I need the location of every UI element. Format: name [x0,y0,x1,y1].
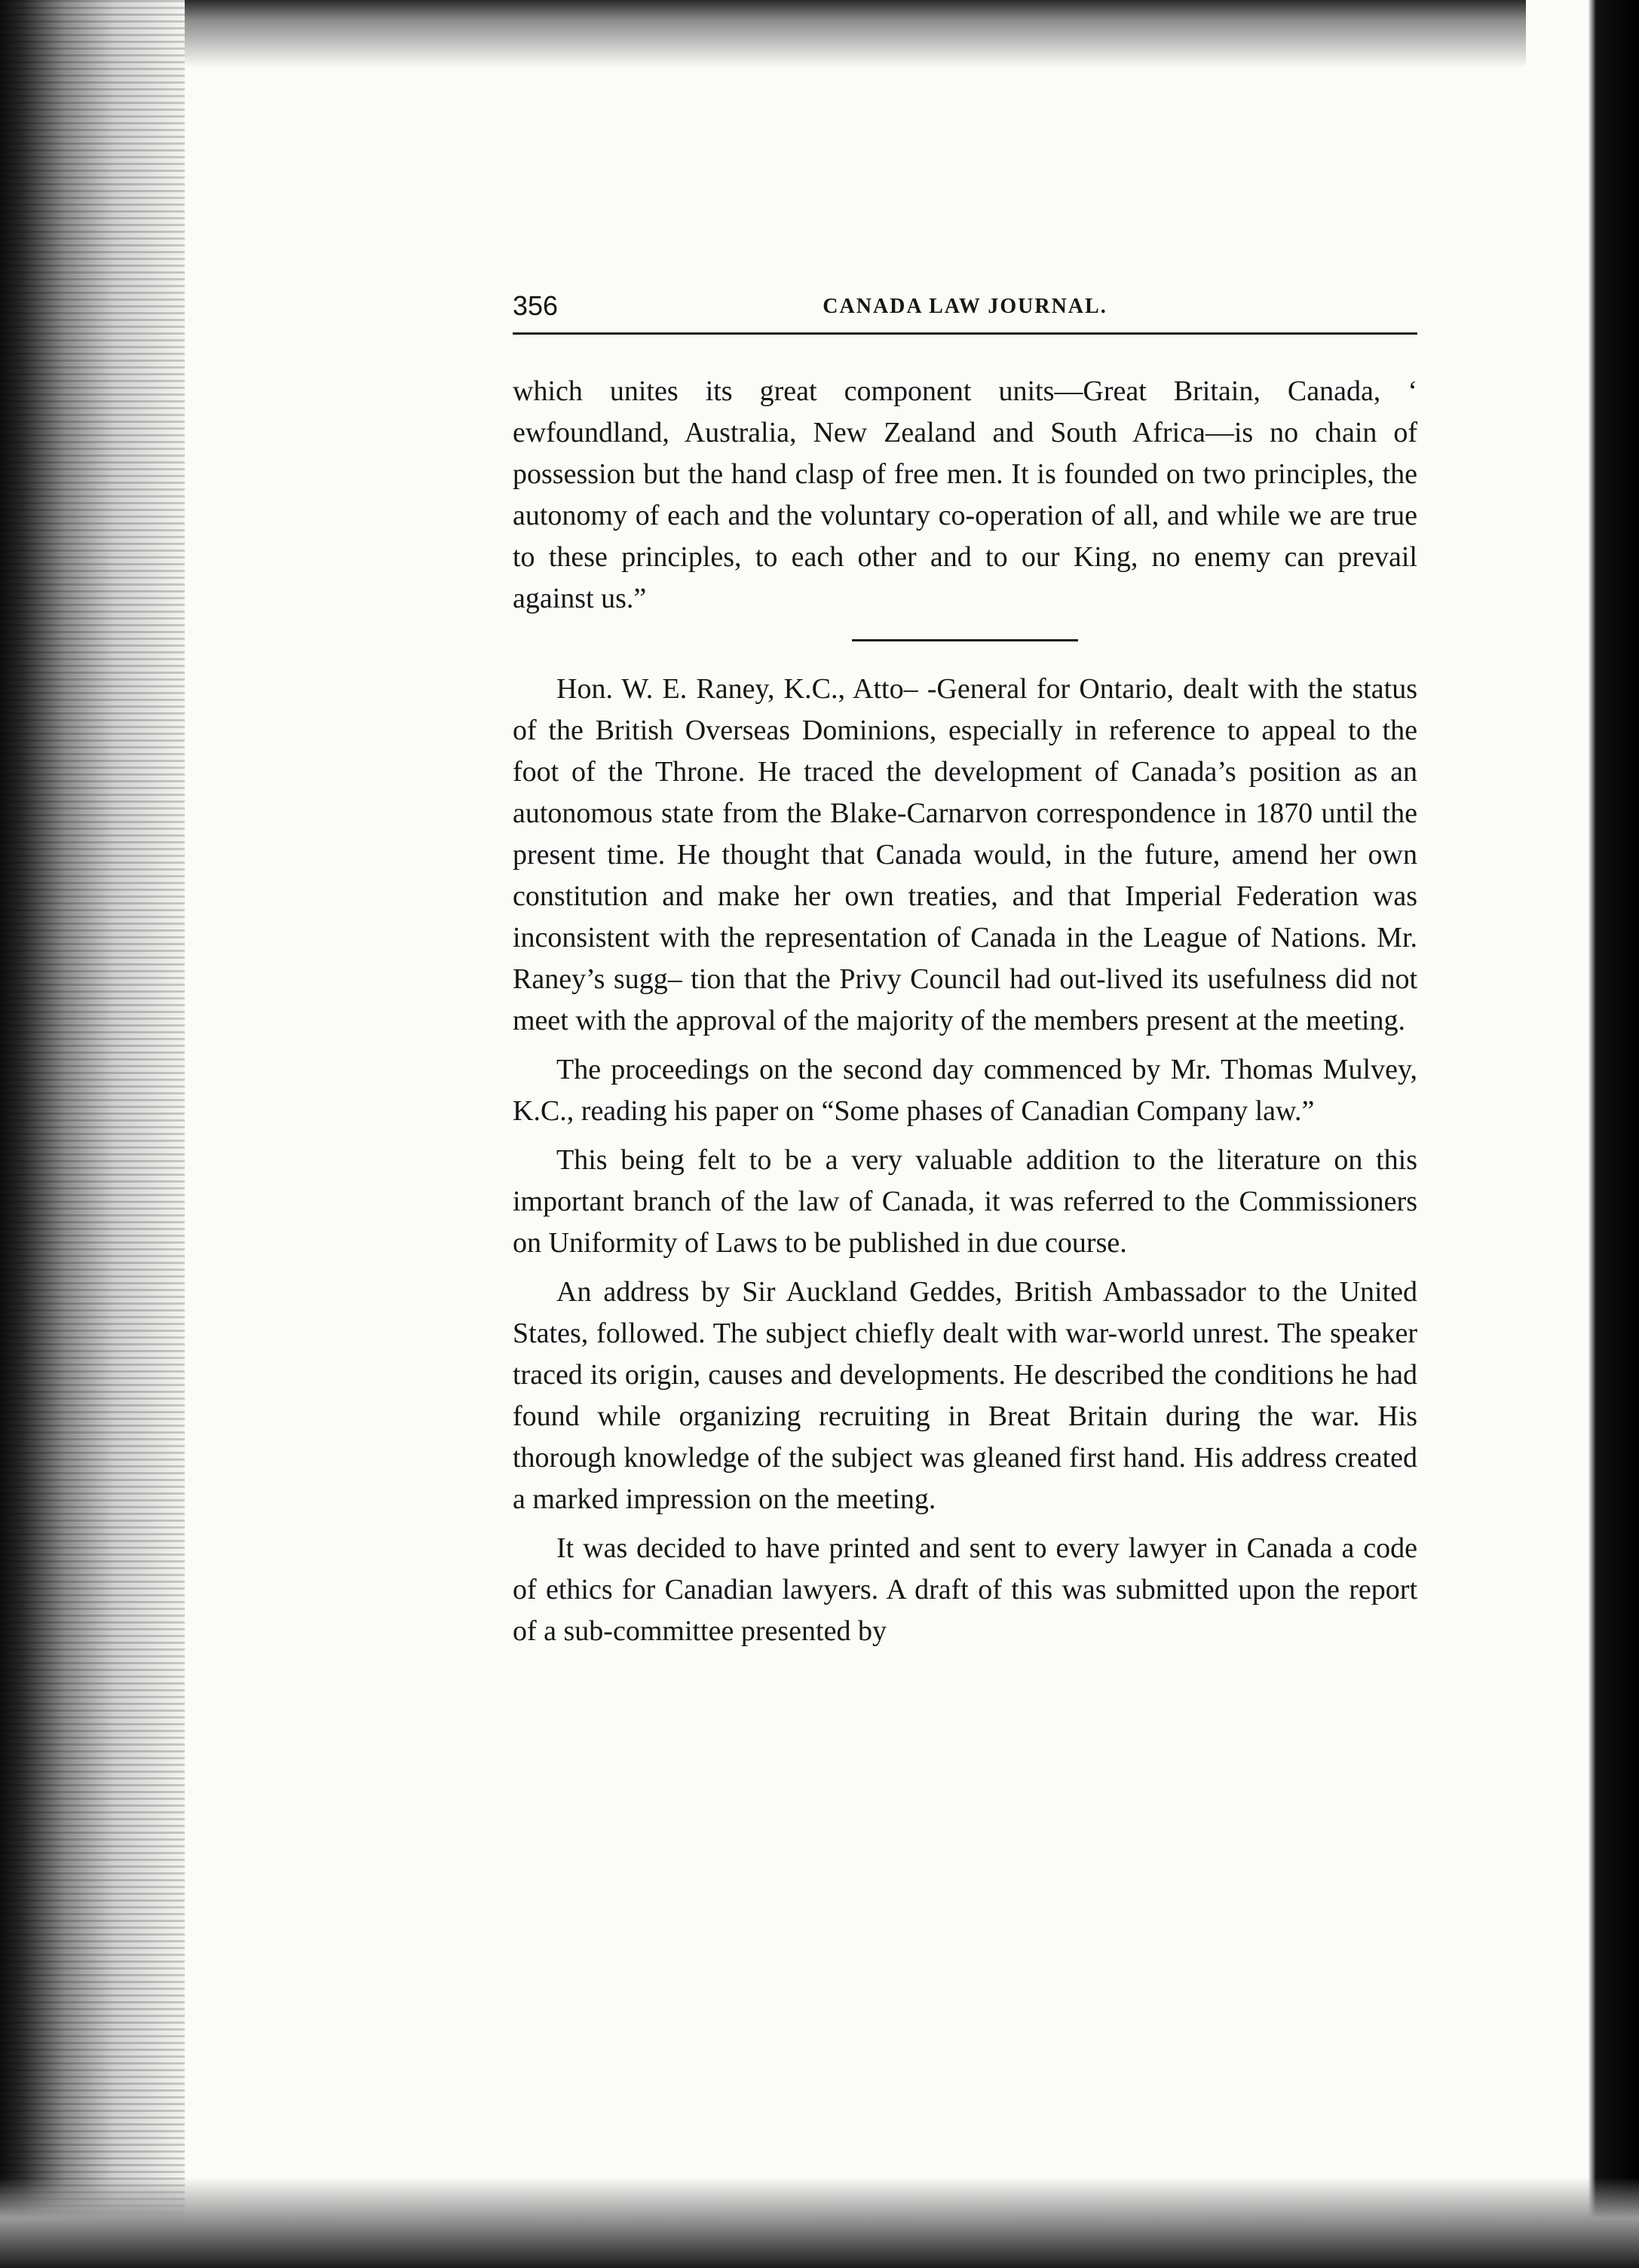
scan-edge-top [0,0,1639,68]
scan-edge-bottom [0,2178,1639,2268]
paragraph-code-of-ethics: It was decided to have printed and sent to every lawyer in Canada a code of ethics for Canadian lawyers. A draft of this was submitted upon the report of a sub-committee presented by [513,1532,1417,1647]
paragraph-valuable-addition: This being felt to be a very valuable addition to the literature on this important branch of the law of Canada, it was referred to the Commissioners on Uniformity of Laws to be published in due course. [513,1144,1417,1259]
scan-binding-edge [0,0,185,2268]
paragraph-raney: Hon. W. E. Raney, K.C., Atto– -General for Ontario, dealt with the status of the British Overseas Dominions, especially in reference to appeal to the foot of the Throne. He traced the development of Canada’s position as an autonomous state from the Blake-Carnarvon correspondence in 1870 until the present time. He thought that Canada would, in the future, amend her own constitution and make her own treaties, and that Imperial Federation was inconsistent with the representation of Canada in the League of Nations. Mr. Raney’s sugg– tion that the Privy Council had out-lived its usefulness did not meet with the approval of the majority of the members present at the meeting. [513,673,1417,1036]
paragraph-geddes-address: An address by Sir Auckland Geddes, British Ambassador to the United States, followed. The subject chiefly dealt with war-world unrest. The speaker traced its origin, causes and developments. He described the conditions he had found while organizing recruiting in Breat Britain during the war. His thorough knowledge of the subject was gleaned first hand. His address created a marked impression on the meeting. [513,1276,1417,1515]
page-number: 356 [513,290,559,321]
journal-title: CANADA LAW JOURNAL. [823,295,1107,318]
running-head [513,290,1417,335]
journal-page [513,290,1417,1652]
section-divider [852,639,1078,641]
scan-edge-right [1526,0,1639,2268]
paragraph-continued-quote: which unites its great component units—Great Britain, Canada, ‘ ewfoundland, Australia, New Zealand and South Africa—is no chain of possession but the hand clasp of free men. It is founded on two principles, the autonomy of each and the voluntary co-operation of all, and while we are true to these principles, to each other and to our King, no enemy can prevail against us.” [513,375,1417,614]
paragraph-second-day: The proceedings on the second day commenced by Mr. Thomas Mulvey, K.C., reading his paper on “Some phases of Canadian Company law.” [513,1054,1417,1127]
